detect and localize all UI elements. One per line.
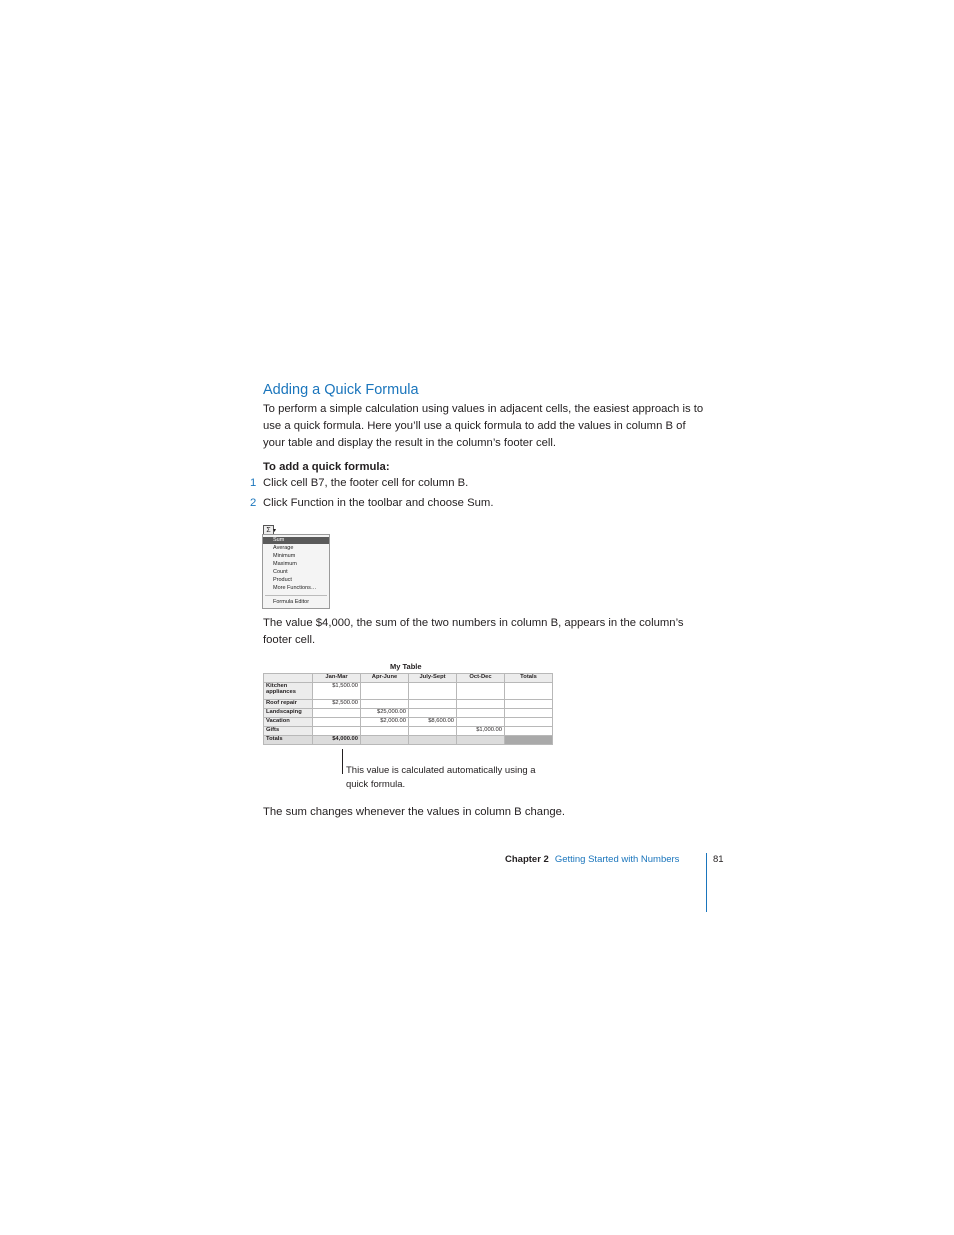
- menu-item-formula-editor[interactable]: Formula Editor: [273, 599, 310, 605]
- table-row: [264, 718, 553, 727]
- table-cell[interactable]: [409, 727, 457, 736]
- footer-label[interactable]: Totals: [264, 736, 313, 745]
- footer-cell[interactable]: [505, 736, 553, 745]
- table-cell[interactable]: [505, 709, 553, 718]
- table-footer-row: [264, 736, 553, 745]
- row-label[interactable]: Kitchen appliances: [264, 683, 313, 700]
- table-cell[interactable]: [457, 709, 505, 718]
- table-cell[interactable]: [457, 700, 505, 709]
- table-row: [264, 709, 553, 718]
- chevron-down-icon: ▾: [273, 528, 277, 534]
- header-cell-july-sept[interactable]: July-Sept: [409, 674, 457, 683]
- table-cell[interactable]: [313, 718, 361, 727]
- table-cell[interactable]: [457, 683, 505, 700]
- row-label[interactable]: Landscaping: [264, 709, 313, 718]
- callout-text: This value is calculated automatically using a quick formula.: [346, 765, 536, 790]
- menu-item-sum[interactable]: Sum: [263, 537, 329, 544]
- table-cell[interactable]: [505, 718, 553, 727]
- chapter-label: Chapter 2: [505, 854, 549, 865]
- section-heading: Adding a Quick Formula: [263, 382, 419, 398]
- header-cell-oct-dec[interactable]: Oct-Dec: [457, 674, 505, 683]
- running-footer: [505, 854, 679, 865]
- footer-cell-b7[interactable]: $4,000.00: [313, 736, 361, 745]
- header-cell-apr-june[interactable]: Apr-June: [361, 674, 409, 683]
- menu-item-count[interactable]: Count: [273, 569, 288, 575]
- table-header-row: [264, 674, 553, 683]
- header-cell-totals[interactable]: Totals: [505, 674, 553, 683]
- table-cell[interactable]: [313, 727, 361, 736]
- page-number: 81: [713, 854, 724, 865]
- row-label[interactable]: Gifts: [264, 727, 313, 736]
- step-1-text: Click cell B7, the footer cell for column B.: [263, 477, 469, 489]
- step-2-number: 2: [250, 497, 257, 509]
- my-table: [263, 673, 553, 745]
- row-label[interactable]: Vacation: [264, 718, 313, 727]
- table-title: My Table: [390, 662, 422, 671]
- footer-cell[interactable]: [457, 736, 505, 745]
- menu-item-more-functions[interactable]: More Functions…: [273, 585, 317, 591]
- table-cell[interactable]: [505, 683, 553, 700]
- table-cell[interactable]: [313, 709, 361, 718]
- menu-item-maximum[interactable]: Maximum: [273, 561, 297, 567]
- procedure-title: To add a quick formula:: [263, 461, 390, 473]
- chapter-title: Getting Started with Numbers: [554, 854, 680, 865]
- footer-cell[interactable]: [409, 736, 457, 745]
- table-cell[interactable]: [505, 727, 553, 736]
- callout-line: [342, 749, 343, 774]
- table-cell[interactable]: [409, 700, 457, 709]
- closing-paragraph: The sum changes whenever the values in column B change.: [263, 806, 566, 818]
- intro-paragraph: To perform a simple calculation using values in adjacent cells, the easiest approach is to use a quick formula. Here you’ll use a quick formula to add the values in column B of your table and display the result in the column’s footer cell.: [263, 403, 704, 449]
- table-cell[interactable]: [457, 718, 505, 727]
- table-cell[interactable]: [361, 727, 409, 736]
- menu-item-average[interactable]: Average: [273, 545, 294, 551]
- table-cell[interactable]: $1,500.00: [313, 683, 361, 700]
- header-cell-corner[interactable]: [264, 674, 313, 683]
- menu-item-minimum[interactable]: Minimum: [273, 553, 296, 559]
- result-paragraph: The value $4,000, the sum of the two numbers in column B, appears in the column’s footer cell.: [263, 617, 684, 646]
- table-cell[interactable]: $2,500.00: [313, 700, 361, 709]
- table-cell[interactable]: $8,600.00: [409, 718, 457, 727]
- table-row: [264, 683, 553, 700]
- table-cell[interactable]: [361, 700, 409, 709]
- footer-cell[interactable]: [361, 736, 409, 745]
- function-button-icon[interactable]: Σ: [263, 525, 274, 536]
- menu-item-product[interactable]: Product: [273, 577, 292, 583]
- table-cell[interactable]: $25,000.00: [361, 709, 409, 718]
- table-row: [264, 700, 553, 709]
- function-menu: [262, 534, 330, 609]
- table-cell[interactable]: [409, 709, 457, 718]
- page-rule: [706, 853, 707, 912]
- table-cell[interactable]: $1,000.00: [457, 727, 505, 736]
- table-row: [264, 727, 553, 736]
- row-label[interactable]: Roof repair: [264, 700, 313, 709]
- table-cell[interactable]: [409, 683, 457, 700]
- table-cell[interactable]: [361, 683, 409, 700]
- table-cell[interactable]: $2,000.00: [361, 718, 409, 727]
- header-cell-jan-mar[interactable]: Jan-Mar: [313, 674, 361, 683]
- menu-separator: [265, 595, 327, 596]
- step-1-number: 1: [250, 477, 257, 489]
- table-cell[interactable]: [505, 700, 553, 709]
- step-2-text: Click Function in the toolbar and choose Sum.: [263, 497, 494, 509]
